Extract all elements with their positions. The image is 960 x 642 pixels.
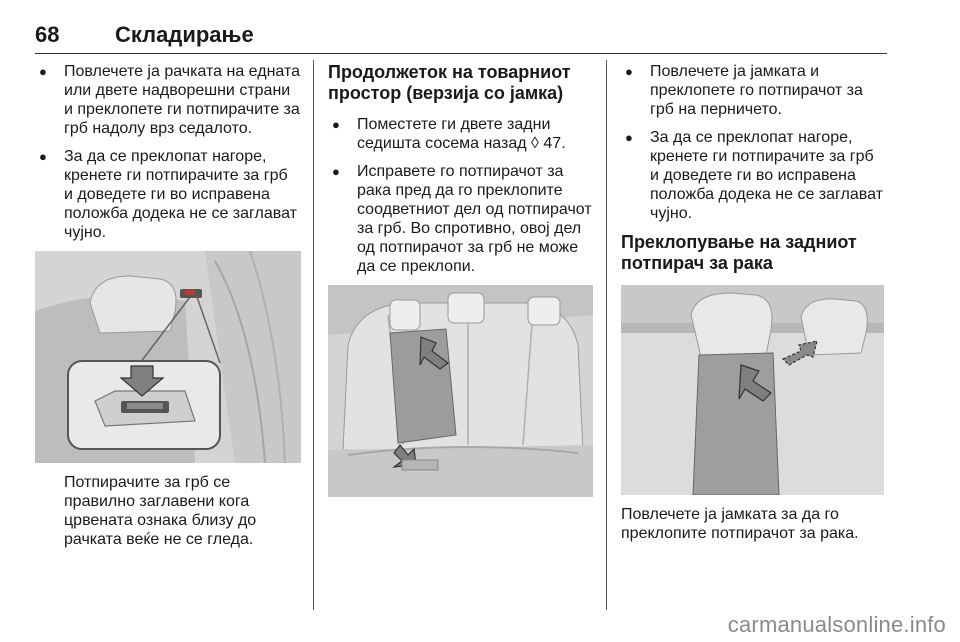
list-item: ● Повлечете ја рачката на едната или двете надворешни страни и преклопете ги потпирачите за грб надолу врз седалото. <box>35 62 301 138</box>
rear-seat-loadthrough-illustration <box>328 285 593 497</box>
list-item: ● За да се преклопат нагоре, кренете ги потпирачите за грб и доведете ги во исправена положба додека не се заглават чујно. <box>35 147 301 242</box>
site-watermark: carmanualsonline.info <box>727 612 946 637</box>
list-item: ● За да се преклопат нагоре, кренете ги потпирачите за грб и доведете ги во исправена положба додека не се заглават чујно. <box>621 128 887 223</box>
page-header <box>35 22 887 54</box>
bullet-list <box>328 115 593 276</box>
column-divider <box>313 60 314 610</box>
rear-armrest-fold-illustration <box>621 285 884 495</box>
bullet-list <box>35 62 301 242</box>
figure-caption: Повлечете ја јамката за да го преклопите потпирачот за рака. <box>621 506 859 542</box>
section-title: Преклопување на задниот потпирач за рака <box>621 232 857 273</box>
list-item: ● Повлечете ја јамката и преклопете го потпирачот за грб на перничето. <box>621 62 887 119</box>
list-item: ● Поместете ги двете задни седишта сосема назад ◊ 47. <box>328 115 593 153</box>
page-number: 68 <box>35 22 60 47</box>
column-2 <box>328 62 593 497</box>
column-1 <box>35 62 301 549</box>
figure-caption: Потпирачите за грб се правилно заглавени кога црвената ознака близу до рачката веќе не се гледа. <box>64 474 257 548</box>
column-3 <box>621 62 887 543</box>
seatback-lever-illustration <box>35 251 301 463</box>
section-title: Продолжеток на товарниот простор (верзија со јамка) <box>328 62 571 103</box>
bullet-list <box>621 62 887 223</box>
list-item: ● Исправете го потпирачот за рака пред да го преклопите соодветниот дел од потпирачот за грб. Во спротивно, овој дел од потпирачот за грб не може да се преклопи. <box>328 162 593 276</box>
page-title: Складирање <box>115 22 254 47</box>
column-divider <box>606 60 607 610</box>
